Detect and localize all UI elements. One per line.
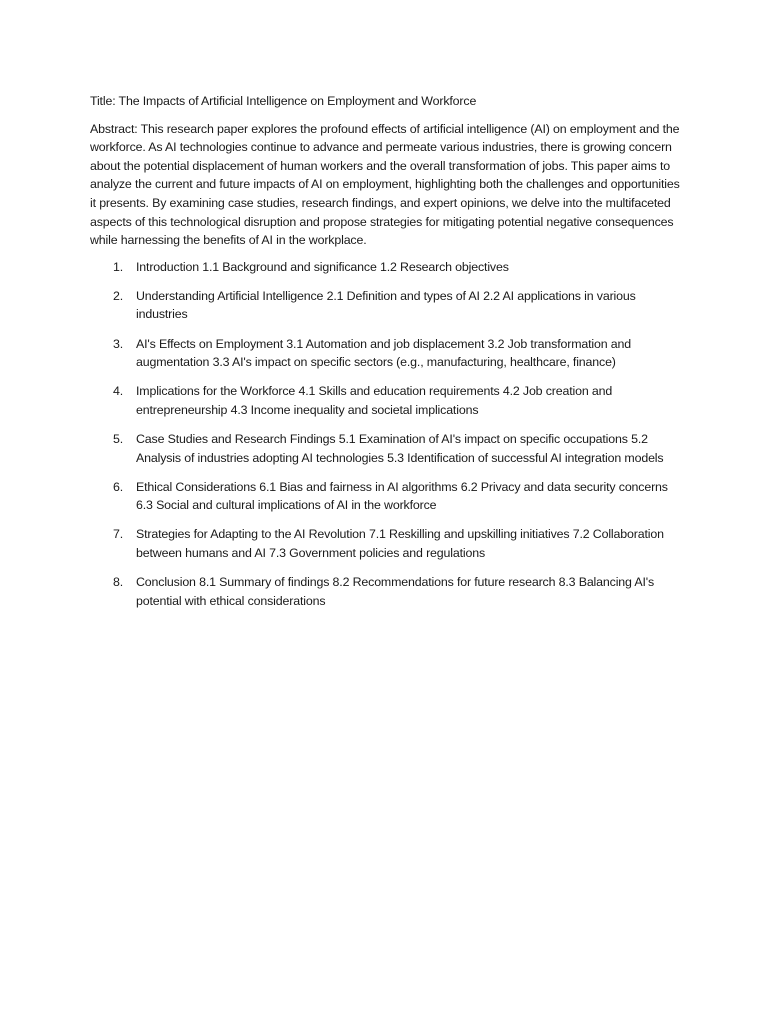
abstract-paragraph: Abstract: This research paper explores the profound effects of artificial intelligence (AI) on employment and the workforce. As AI technologies continue to advance and permeate various industries, there is growing concern about the potential displacement of human workers and the overall transformation of jobs. This paper aims to analyze the current and future impacts of AI on employment, highlighting both the challenges and opportunities it presents. By examining case studies, research findings, and expert opinions, we delve into the multifaceted aspects of this technological disruption and propose strategies for mitigating potential negative consequences while harnessing the benefits of AI in the workplace. <box>90 121 680 248</box>
outline-item-number: 8. <box>113 574 124 589</box>
outline-item-text: Case Studies and Research Findings 5.1 Examination of AI's impact on specific occupations 5.2 Analysis of industries adopting AI technologies 5.3 Identification of successful AI integration models <box>136 431 664 465</box>
outline-item <box>90 258 682 277</box>
outline-item <box>90 382 682 419</box>
outline-item <box>90 525 682 562</box>
outline-item-text: Introduction 1.1 Background and significance 1.2 Research objectives <box>136 259 509 274</box>
outline-list <box>90 258 682 610</box>
outline-item-number: 1. <box>113 259 124 274</box>
outline-item <box>90 478 682 515</box>
outline-item-number: 5. <box>113 431 124 446</box>
document-title: Title: The Impacts of Artificial Intelligence on Employment and Workforce <box>90 94 477 108</box>
document-page <box>90 92 682 621</box>
outline-item-number: 3. <box>113 336 124 351</box>
outline-item-text: Strategies for Adapting to the AI Revolution 7.1 Reskilling and upskilling initiatives 7.2 Collaboration between humans and AI 7.3 Government policies and regulations <box>136 527 664 560</box>
outline-item-number: 7. <box>113 527 124 542</box>
outline-item-number: 4. <box>113 384 124 399</box>
outline-item-text: Understanding Artificial Intelligence 2.1 Definition and types of AI 2.2 AI applications in various industries <box>136 288 636 322</box>
outline-item-text: AI's Effects on Employment 3.1 Automation and job displacement 3.2 Job transformation and augmentation 3.3 AI's impact on specific sectors (e.g., manufacturing, healthcare, finance) <box>136 336 632 370</box>
outline-item-text: Implications for the Workforce 4.1 Skills and education requirements 4.2 Job creation and entrepreneurship 4.3 Income inequality and societal implications <box>136 384 613 417</box>
outline-item <box>90 335 682 372</box>
outline-item <box>90 573 682 610</box>
outline-item <box>90 287 682 324</box>
outline-item-number: 2. <box>113 288 124 303</box>
outline-item <box>90 430 682 467</box>
outline-item-text: Ethical Considerations 6.1 Bias and fairness in AI algorithms 6.2 Privacy and data security concerns 6.3 Social and cultural implications of AI in the workforce <box>136 479 668 513</box>
outline-item-number: 6. <box>113 479 124 494</box>
outline-item-text: Conclusion 8.1 Summary of findings 8.2 Recommendations for future research 8.3 Balancing AI's potential with ethical considerations <box>136 574 655 608</box>
